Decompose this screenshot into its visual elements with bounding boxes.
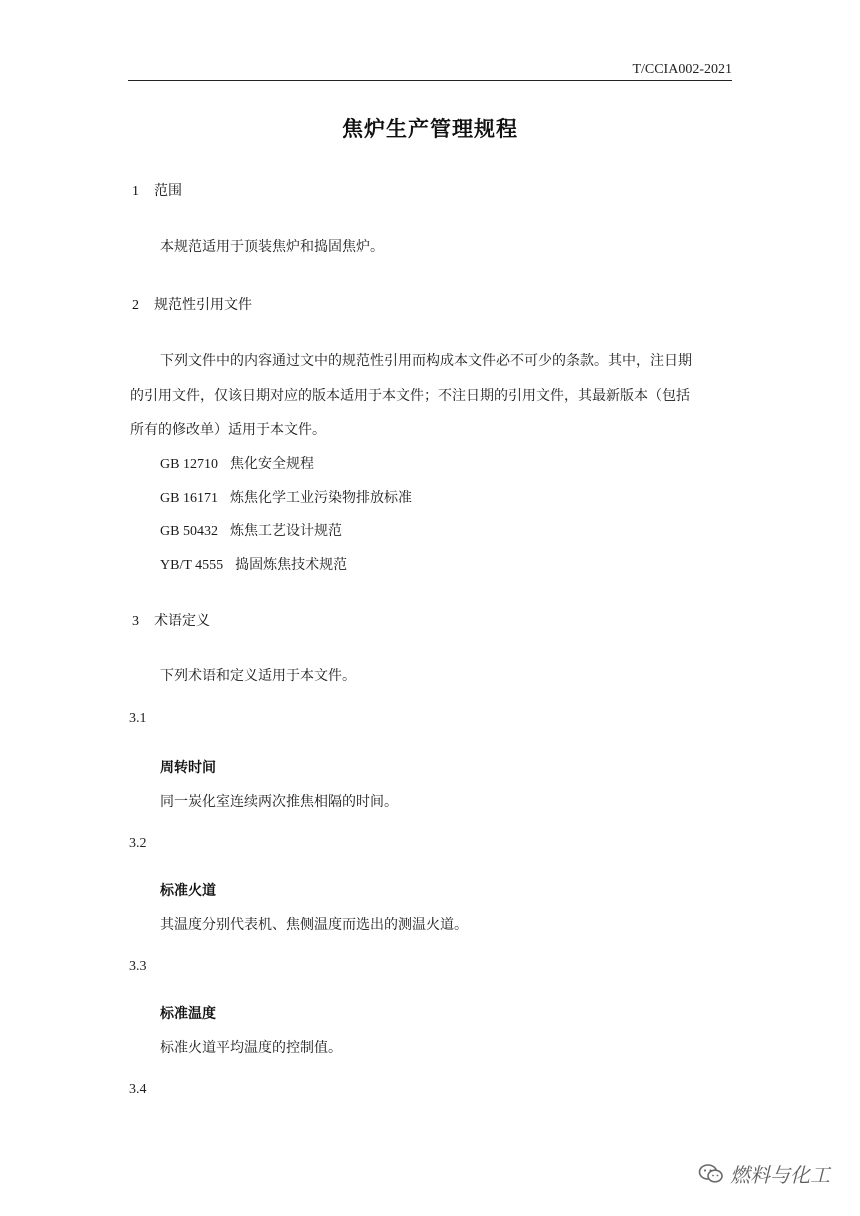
refs-intro-line: 下列文件中的内容通过文中的规范性引用而构成本文件必不可少的条款。其中，注日期 <box>160 353 692 369</box>
reference-name: 捣固炼焦技术规范 <box>235 557 348 573</box>
terms-intro: 下列术语和定义适用于本文件。 <box>160 668 356 684</box>
term-name: 标准火道 <box>160 883 216 899</box>
clause-number: 3.4 <box>129 1082 147 1097</box>
clause-number: 3.1 <box>129 711 147 726</box>
section-title: 范围 <box>154 183 182 199</box>
reference-code: GB 16171 <box>160 491 218 506</box>
reference-code: YB/T 4555 <box>160 558 224 573</box>
term-definition: 其温度分别代表机、焦侧温度而选出的测温火道。 <box>160 917 468 933</box>
section-number: 2 <box>132 298 139 313</box>
clause-number: 3.2 <box>129 836 147 851</box>
header-rule <box>128 80 732 81</box>
term-name: 标准温度 <box>160 1006 216 1022</box>
term-name: 周转时间 <box>160 760 216 776</box>
section-number: 1 <box>132 184 139 199</box>
refs-intro-line: 的引用文件，仅该日期对应的版本适用于本文件；不注日期的引用文件，其最新版本（包括 <box>130 388 690 404</box>
reference-name: 焦化安全规程 <box>229 456 314 472</box>
reference-item <box>160 554 347 574</box>
section-number: 3 <box>132 614 139 629</box>
term-definition: 同一炭化室连续两次推焦相隔的时间。 <box>160 794 398 810</box>
reference-name: 炼焦化学工业污染物排放标准 <box>229 490 412 506</box>
section-heading-references <box>132 294 252 314</box>
clause-number: 3.3 <box>129 959 147 974</box>
section-title: 规范性引用文件 <box>154 297 252 313</box>
reference-item <box>160 520 342 540</box>
reference-code: GB 12710 <box>160 457 218 472</box>
watermark-text: 燃料与化工 <box>730 1163 830 1187</box>
section-heading-terms <box>132 610 210 630</box>
reference-name: 炼焦工艺设计规范 <box>229 523 342 539</box>
standard-code: T/CCIA002-2021 <box>632 62 732 77</box>
section-title: 术语定义 <box>154 613 210 629</box>
reference-item <box>160 453 314 473</box>
wechat-watermark <box>698 1159 830 1188</box>
chat-bubble-icon <box>698 1163 724 1185</box>
section-heading-scope <box>132 180 182 200</box>
document-title: 焦炉生产管理规程 <box>342 117 518 141</box>
scope-paragraph: 本规范适用于顶装焦炉和捣固焦炉。 <box>160 239 384 255</box>
reference-item <box>160 487 412 507</box>
term-definition: 标准火道平均温度的控制值。 <box>160 1040 342 1056</box>
refs-intro-line: 所有的修改单）适用于本文件。 <box>130 422 326 438</box>
reference-code: GB 50432 <box>160 524 218 539</box>
